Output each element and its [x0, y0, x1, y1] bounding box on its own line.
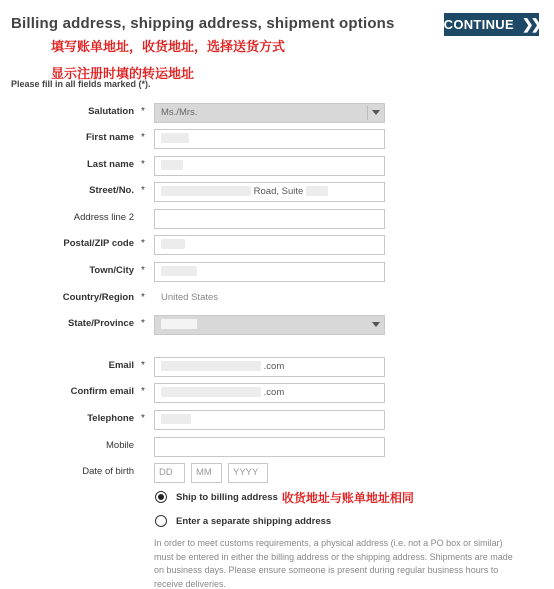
required-marker: * — [141, 238, 145, 249]
last-name-row — [0, 156, 554, 176]
address-line-2-input[interactable] — [154, 209, 385, 229]
address-line-2-row — [0, 209, 554, 229]
postal-row — [0, 235, 554, 255]
ship-to-billing-label: Ship to billing address — [176, 491, 278, 503]
redacted-value — [306, 186, 328, 196]
first-name-input[interactable] — [154, 129, 385, 149]
salutation-row — [0, 103, 554, 123]
separate-shipping-label: Enter a separate shipping address — [176, 515, 332, 527]
chevron-down-icon — [372, 322, 380, 327]
required-marker: * — [141, 106, 145, 117]
annotation-ship-note: 收货地址与账单地址相同 — [281, 490, 414, 505]
address-line-2-label: Address line 2 — [73, 212, 134, 223]
required-marker: * — [141, 360, 145, 371]
mobile-label: Mobile — [106, 440, 134, 451]
confirm-email-value: .com — [263, 387, 285, 398]
annotation-note-2: 显示注册时填的转运地址 — [51, 67, 195, 82]
confirm-email-label: Confirm email — [70, 386, 134, 397]
date-of-birth-row — [0, 463, 554, 483]
ship-to-billing-option[interactable] — [155, 489, 414, 505]
required-marker: * — [141, 292, 145, 303]
last-name-input[interactable] — [154, 156, 385, 176]
postal-label: Postal/ZIP code — [63, 238, 134, 249]
dob-year-input[interactable]: YYYY — [228, 463, 268, 483]
first-name-label: First name — [85, 132, 134, 143]
country-label: Country/Region — [62, 292, 134, 303]
street-row — [0, 182, 554, 202]
town-row — [0, 262, 554, 282]
continue-label: CONTINUE — [443, 17, 514, 32]
telephone-row — [0, 410, 554, 430]
street-value: Road, Suite — [253, 186, 304, 197]
postal-input[interactable] — [154, 235, 385, 255]
state-row — [0, 315, 554, 335]
town-input[interactable] — [154, 262, 385, 282]
email-value: .com — [263, 361, 285, 372]
page-title: Billing address, shipping address, shipment options — [11, 15, 395, 32]
telephone-input[interactable] — [154, 410, 385, 430]
salutation-label: Salutation — [88, 106, 134, 117]
required-marker: * — [141, 386, 145, 397]
mobile-row — [0, 437, 554, 457]
state-select[interactable] — [154, 315, 385, 335]
required-marker: * — [141, 185, 145, 196]
last-name-label: Last name — [87, 159, 134, 170]
dob-month-input[interactable]: MM — [191, 463, 222, 483]
redacted-value — [161, 387, 261, 397]
country-value: United States — [161, 292, 219, 303]
redacted-value — [161, 160, 183, 170]
email-label: Email — [108, 360, 134, 371]
redacted-value — [161, 186, 251, 196]
telephone-label: Telephone — [87, 413, 134, 424]
email-input[interactable] — [154, 357, 385, 377]
redacted-value — [161, 319, 197, 329]
redacted-value — [161, 361, 261, 371]
required-marker: * — [141, 159, 145, 170]
separate-shipping-option[interactable] — [155, 513, 331, 529]
required-marker: * — [141, 413, 145, 424]
confirm-email-input[interactable] — [154, 383, 385, 403]
salutation-value: Ms./Mrs. — [161, 107, 198, 118]
select-separator — [367, 106, 368, 120]
required-marker: * — [141, 132, 145, 143]
mobile-input[interactable] — [154, 437, 385, 457]
confirm-email-row — [0, 383, 554, 403]
dob-day-input[interactable]: DD — [154, 463, 185, 483]
required-marker: * — [141, 318, 145, 329]
redacted-value — [161, 133, 189, 143]
country-row — [0, 289, 554, 309]
customs-notice: In order to meet customs requirements, a physical address (i.e. not a PO box or similar) must be entered in either the billing address or the shipping address. Shipments are made on business days. Please ensure someone is present during regular business hours to receive deliveries. — [154, 538, 513, 589]
street-input[interactable] — [154, 182, 385, 202]
town-label: Town/City — [89, 265, 134, 276]
redacted-value — [161, 414, 191, 424]
required-fields-hint: Please fill in all fields marked (*). — [11, 79, 151, 89]
double-chevron-right-icon: ❯❯ — [521, 16, 540, 32]
chevron-down-icon — [372, 110, 380, 115]
redacted-value — [161, 239, 185, 249]
state-label: State/Province — [68, 318, 134, 329]
salutation-select[interactable] — [154, 103, 385, 123]
radio-checked-icon[interactable] — [155, 491, 167, 503]
radio-unchecked-icon[interactable] — [155, 515, 167, 527]
first-name-row — [0, 129, 554, 149]
date-of-birth-label: Date of birth — [82, 466, 134, 477]
street-label: Street/No. — [89, 185, 134, 196]
required-marker: * — [141, 265, 145, 276]
annotation-note-1: 填写账单地址，收货地址，选择送货方式 — [51, 40, 286, 55]
email-row — [0, 357, 554, 377]
continue-button[interactable] — [444, 13, 539, 36]
redacted-value — [161, 266, 197, 276]
